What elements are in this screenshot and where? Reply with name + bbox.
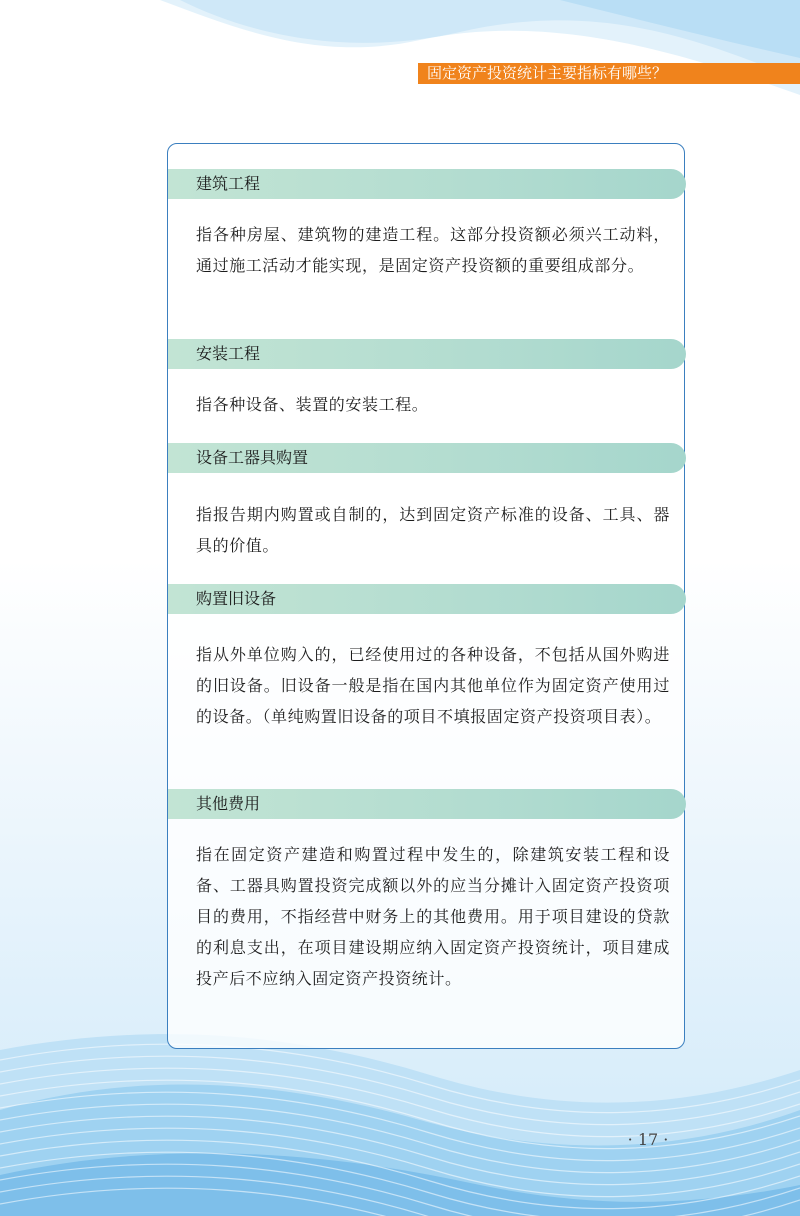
header-bar xyxy=(418,63,800,84)
header-title: 固定资产投资统计主要指标有哪些？ xyxy=(427,64,668,82)
section-body-construction: 指各种房屋、建筑物的建造工程。这部分投资额必须兴工动料，通过施工活动才能实现，是固定资产投资额的重要组成部分。 xyxy=(196,225,670,275)
section-body-installation: 指各种设备、装置的安装工程。 xyxy=(196,395,429,414)
section-header-construction xyxy=(168,169,686,199)
section-body-used-equipment: 指从外单位购入的，已经使用过的各种设备，不包括从国外购进的旧设备。旧设备一般是指在国内其他单位作为固定资产使用过的设备。（单纯购置旧设备的项目不填报固定资产投资项目表）。 xyxy=(196,645,670,726)
section-header-equipment-purchase xyxy=(168,443,686,473)
section-body-other-costs: 指在固定资产建造和购置过程中发生的，除建筑安装工程和设备、工器具购置投资完成额以外的应当分摊计入固定资产投资项目的费用，不指经营中财务上的其他费用。用于项目建设的贷款的利息支出，在项目建设期应纳入固定资产投资统计，项目建成投产后不应纳入固定资产投资统计。 xyxy=(196,845,670,988)
content-card xyxy=(167,143,685,1049)
section-title: 安装工程 xyxy=(196,344,261,363)
section-header-used-equipment xyxy=(168,584,686,614)
section-title: 设备工器具购置 xyxy=(196,448,309,467)
section-title: 购置旧设备 xyxy=(196,589,277,608)
page-number: · 17 · xyxy=(627,1130,669,1149)
section-header-installation xyxy=(168,339,686,369)
section-title: 建筑工程 xyxy=(196,174,261,193)
section-header-other-costs xyxy=(168,789,686,819)
section-body-equipment-purchase: 指报告期内购置或自制的，达到固定资产标准的设备、工具、器具的价值。 xyxy=(196,505,670,555)
section-title: 其他费用 xyxy=(196,794,261,813)
